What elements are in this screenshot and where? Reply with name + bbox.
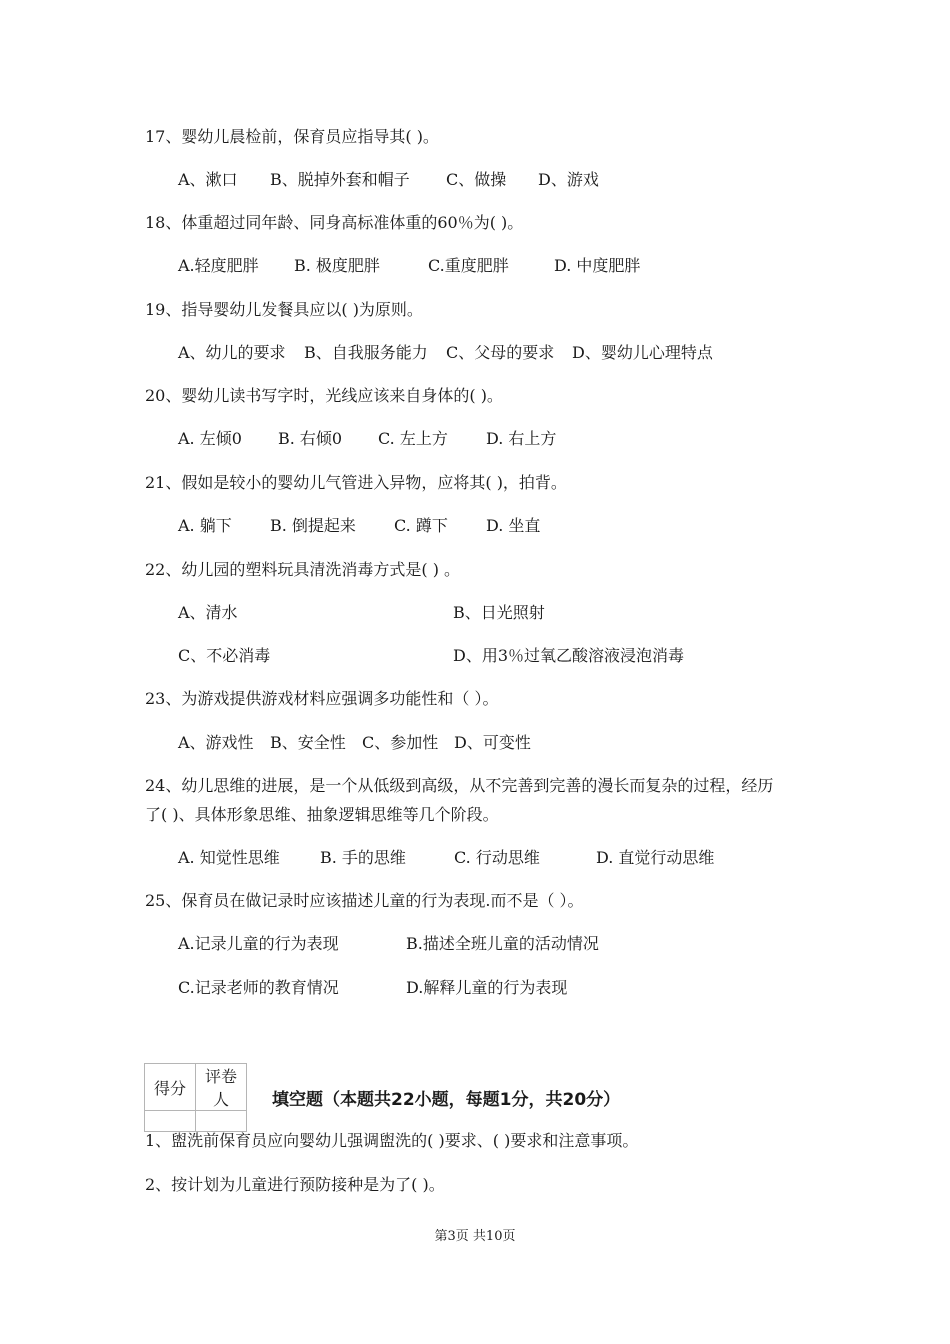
score-box	[144, 1063, 247, 1132]
question-25-option-d: D.解释儿童的行为表现	[406, 978, 568, 997]
section-title: 填空题（本题共22小题，每题1分，共20分）	[272, 1090, 621, 1110]
question-25-option-c: C.记录老师的教育情况	[178, 978, 339, 997]
page-number: 第3页 共10页	[434, 1229, 516, 1244]
question-25-option-b: B.描述全班儿童的活动情况	[406, 934, 599, 953]
score-header: 得分	[145, 1064, 196, 1111]
option-c: C.重度肥胖	[428, 256, 509, 275]
question-24-stem-line2: 了( )、具体形象思维、抽象逻辑思维等几个阶段。	[145, 805, 499, 824]
option-d: D. 坐直	[486, 516, 541, 535]
option-d: D. 中度肥胖	[554, 256, 641, 275]
option-c: C. 左上方	[378, 429, 448, 448]
question-21-stem: 21、假如是较小的婴幼儿气管进入异物，应将其( )，拍背。	[145, 473, 567, 492]
option-d: D、婴幼儿心理特点	[572, 343, 713, 362]
question-25-option-a: A.记录儿童的行为表现	[178, 934, 339, 953]
question-17-stem: 17、婴幼儿晨检前，保育员应指导其( )。	[145, 127, 439, 146]
question-17-options	[178, 170, 599, 190]
option-a: A. 躺下	[178, 516, 232, 535]
question-18-stem: 18、体重超过同年龄、同身高标准体重的60％为( )。	[145, 213, 524, 232]
option-a: A、幼儿的要求	[178, 343, 286, 362]
option-c: C、参加性	[362, 733, 439, 752]
question-20-stem: 20、婴幼儿读书写字时，光线应该来自身体的( )。	[145, 386, 503, 405]
option-c: C、做操	[446, 170, 507, 189]
option-a: A、漱口	[178, 170, 238, 189]
question-22-option-b: B、日光照射	[453, 603, 545, 622]
option-b: B、脱掉外套和帽子	[270, 170, 410, 189]
option-d: D、游戏	[538, 170, 599, 189]
question-21-options	[178, 516, 540, 536]
question-24-options	[178, 848, 714, 868]
question-18-options	[178, 256, 640, 276]
fill-blank-2: 2、按计划为儿童进行预防接种是为了( )。	[145, 1175, 445, 1194]
question-22-option-d: D、用3％过氧乙酸溶液浸泡消毒	[453, 646, 685, 665]
question-23-options	[178, 733, 531, 753]
grader-header: 评卷人	[196, 1064, 247, 1111]
option-b: B. 手的思维	[320, 848, 406, 867]
option-b: B. 右倾0	[278, 429, 343, 448]
option-c: C. 蹲下	[394, 516, 448, 535]
question-23-stem: 23、为游戏提供游戏材料应强调多功能性和（ ）。	[145, 689, 499, 708]
option-c: C、父母的要求	[446, 343, 555, 362]
option-c: C. 行动思维	[454, 848, 540, 867]
question-22-option-a: A、清水	[178, 603, 238, 622]
option-a: A. 知觉性思维	[178, 848, 280, 867]
question-24-stem-line1: 24、幼儿思维的进展，是一个从低级到高级，从不完善到完善的漫长而复杂的过程，经历	[145, 776, 774, 795]
question-22-stem: 22、幼儿园的塑料玩具清洗消毒方式是( ) 。	[145, 560, 461, 579]
option-b: B、自我服务能力	[304, 343, 428, 362]
option-b: B. 倒提起来	[270, 516, 356, 535]
option-d: D. 直觉行动思维	[596, 848, 715, 867]
fill-blank-1: 1、盥洗前保育员应向婴幼儿强调盥洗的( )要求、( )要求和注意事项。	[145, 1131, 639, 1150]
option-d: D、可变性	[454, 733, 531, 752]
question-22-option-c: C、不必消毒	[178, 646, 271, 665]
option-b: B. 极度肥胖	[294, 256, 380, 275]
question-19-options	[178, 343, 713, 363]
option-b: B、安全性	[270, 733, 346, 752]
option-a: A.轻度肥胖	[178, 256, 259, 275]
question-20-options	[178, 429, 556, 449]
option-a: A. 左倾0	[178, 429, 242, 448]
option-d: D. 右上方	[486, 429, 557, 448]
grader-cell	[196, 1111, 247, 1132]
option-a: A、游戏性	[178, 733, 254, 752]
question-25-stem: 25、保育员在做记录时应该描述儿童的行为表现.而不是（ ）。	[145, 891, 584, 910]
question-19-stem: 19、指导婴幼儿发餐具应以( )为原则。	[145, 300, 423, 319]
score-cell	[145, 1111, 196, 1132]
